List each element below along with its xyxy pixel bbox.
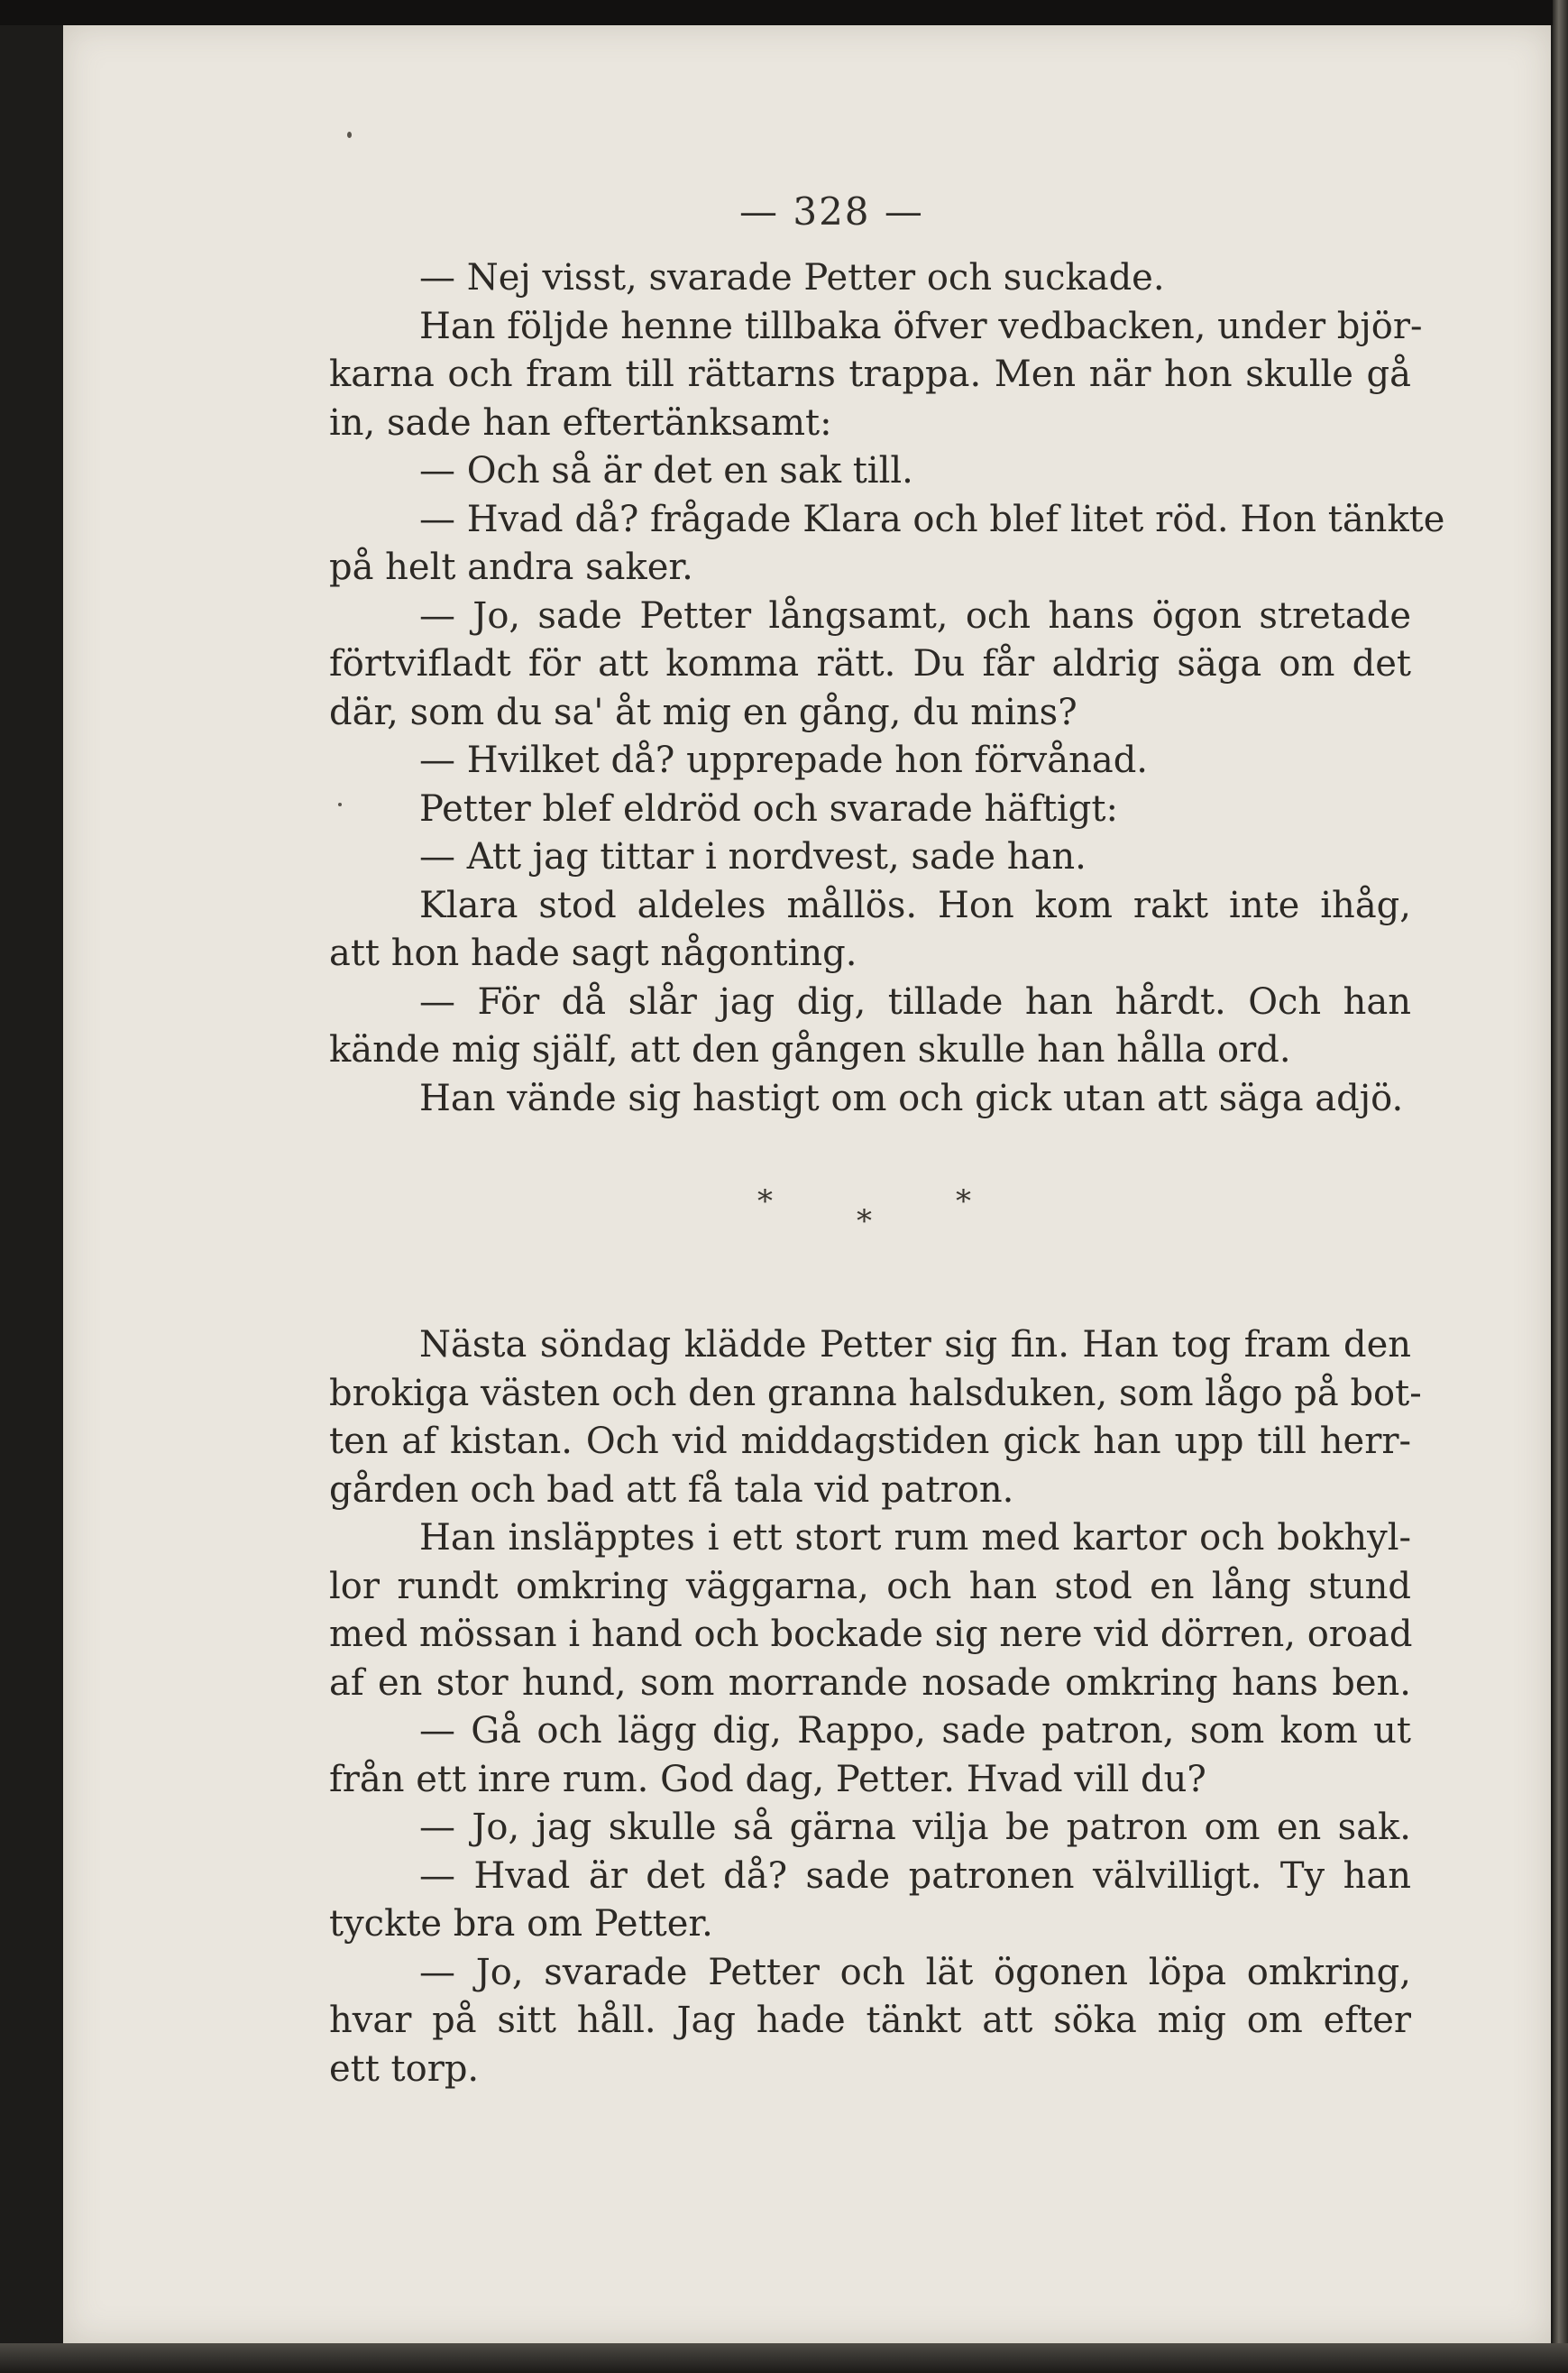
section-break-star: * <box>956 1183 971 1219</box>
text-line: brokiga västen och den granna halsduken, som lågo på bot- <box>329 1372 1422 1414</box>
text-line: förtvifladt för att komma rätt. Du får aldrig säga om det <box>329 643 1411 685</box>
page-number: — 328 — <box>739 189 924 234</box>
section-break-star: * <box>857 1203 872 1239</box>
text-line: gården och bad att få tala vid patron. <box>329 1468 1014 1511</box>
text-line: — Hvilket då? upprepade hon förvånad. <box>419 740 1149 781</box>
text-line: — Jo, svarade Petter och lät ögonen löpa omkring, <box>419 1951 1411 1993</box>
text-line: — Jo, sade Petter långsamt, och hans ögon stretade <box>419 594 1411 637</box>
text-line: — Att jag tittar i nordvest, sade han. <box>419 836 1087 878</box>
text-line: hvar på sitt håll. Jag hade tänkt att söka mig om efter <box>329 2000 1411 2041</box>
text-line: ett torp. <box>329 2047 480 2090</box>
text-line: — Gå och lägg dig, Rappo, sade patron, som kom ut <box>419 1710 1411 1752</box>
section-break-star: * <box>757 1183 773 1219</box>
text-line: kände mig själf, att den gången skulle han hålla ord. <box>329 1029 1291 1071</box>
scan-bottom-border <box>0 2343 1568 2373</box>
text-line: af en stor hund, som morrande nosade omkring hans ben. <box>329 1661 1411 1704</box>
text-line: Han insläpptes i ett stort rum med kartor och bokhyl- <box>419 1517 1411 1559</box>
text-line: med mössan i hand och bockade sig nere vid dörren, oroad <box>329 1614 1413 1655</box>
text-block-before-break <box>329 254 1445 1123</box>
text-line: på helt andra saker. <box>329 547 693 588</box>
text-line: Nästa söndag klädde Petter sig fin. Han tog fram den <box>419 1324 1411 1366</box>
section-break <box>329 1183 1411 1237</box>
text-line: — Nej visst, svarade Petter och suckade. <box>419 257 1165 299</box>
scan-right-border <box>1553 0 1568 2373</box>
text-line: — Hvad är det då? sade patronen välvilligt. Ty han <box>419 1854 1411 1897</box>
text-line: Petter blef eldröd och svarade häftigt: <box>419 787 1118 830</box>
text-line: lor rundt omkring väggarna, och han stod en lång stund <box>329 1565 1411 1607</box>
text-line: ten af kistan. Och vid middagstiden gick han upp till herr- <box>329 1421 1411 1462</box>
text-line: in, sade han eftertänksamt: <box>329 401 832 444</box>
text-line: Han följde henne tillbaka öfver vedbacken, under björ- <box>419 305 1423 347</box>
text-block-after-break <box>329 1321 1422 2093</box>
text-line: tyckte bra om Petter. <box>329 1903 713 1945</box>
text-line: Han vände sig hastigt om och gick utan att säga adjö. <box>419 1077 1404 1119</box>
text-line: från ett inre rum. God dag, Petter. Hvad vill du? <box>329 1758 1206 1800</box>
text-line: — För då slår jag dig, tillade han hårdt. Och han <box>419 980 1411 1023</box>
page-speck <box>347 132 352 138</box>
text-line: — Jo, jag skulle så gärna vilja be patron om en sak. <box>419 1807 1411 1848</box>
text-line: att hon hade sagt någonting. <box>329 933 857 974</box>
text-line: — Och så är det en sak till. <box>419 450 913 492</box>
text-line: — Hvad då? frågade Klara och blef litet röd. Hon tänkte <box>419 498 1445 540</box>
text-line: karna och fram till rättarns trappa. Men när hon skulle gå <box>329 354 1411 395</box>
scan-top-border <box>0 0 1568 25</box>
text-line: Klara stod aldeles mållös. Hon kom rakt inte ihåg, <box>419 884 1411 926</box>
text-line: där, som du sa' åt mig en gång, du mins? <box>329 691 1077 733</box>
